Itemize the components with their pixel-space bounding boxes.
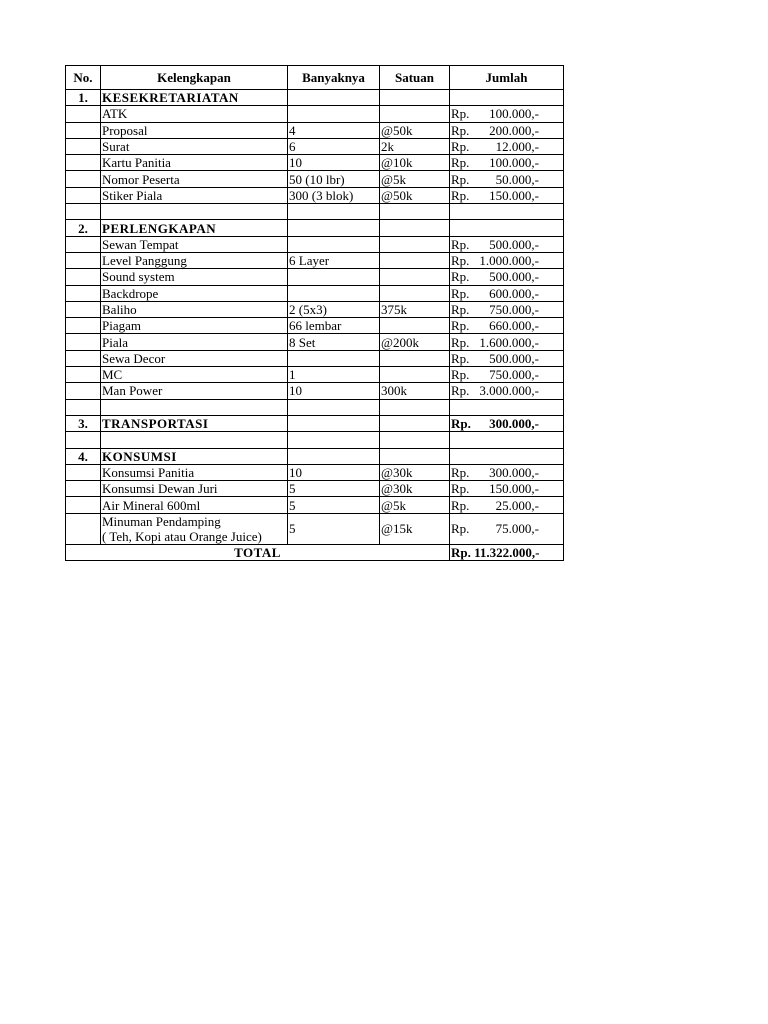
item-name: Konsumsi Panitia (101, 464, 288, 480)
item-name: Konsumsi Dewan Juri (101, 481, 288, 497)
item-name: Air Mineral 600ml (101, 497, 288, 513)
item-qty: 2 (5x3) (288, 301, 380, 317)
section-number: 1. (66, 90, 101, 106)
table-row (66, 171, 564, 187)
item-qty: 5 (288, 481, 380, 497)
item-unit: 300k (380, 383, 450, 399)
item-unit: 2k (380, 138, 450, 154)
spacer-row (66, 204, 564, 220)
table-row (66, 481, 564, 497)
section-number: 2. (66, 220, 101, 236)
table-row (66, 155, 564, 171)
table-row (66, 285, 564, 301)
table-row (66, 318, 564, 334)
header-row (66, 66, 564, 90)
section-row (66, 90, 564, 106)
item-amount: Rp. 750.000,- (450, 367, 564, 383)
item-amount: Rp. 12.000,- (450, 138, 564, 154)
spacer-row (66, 399, 564, 415)
item-amount: Rp. 1.000.000,- (450, 252, 564, 268)
item-unit (380, 252, 450, 268)
total-amount: Rp. 11.322.000,- (450, 544, 564, 560)
item-amount: Rp. 750.000,- (450, 301, 564, 317)
item-name: Baliho (101, 301, 288, 317)
item-amount: Rp. 1.600.000,- (450, 334, 564, 350)
item-name: Sewa Decor (101, 350, 288, 366)
item-qty: 10 (288, 155, 380, 171)
item-unit: 375k (380, 301, 450, 317)
table-row (66, 367, 564, 383)
item-amount: Rp. 660.000,- (450, 318, 564, 334)
item-qty: 66 lembar (288, 318, 380, 334)
section-row (66, 448, 564, 464)
item-unit: @50k (380, 187, 450, 203)
item-amount: Rp. 500.000,- (450, 269, 564, 285)
item-qty: 1 (288, 367, 380, 383)
item-amount: Rp. 100.000,- (450, 106, 564, 122)
item-name: Kartu Panitia (101, 155, 288, 171)
item-amount: Rp. 75.000,- (450, 513, 564, 544)
item-unit: @5k (380, 497, 450, 513)
item-amount: Rp. 200.000,- (450, 122, 564, 138)
section-row (66, 220, 564, 236)
table-row (66, 350, 564, 366)
item-qty (288, 236, 380, 252)
item-qty: 10 (288, 383, 380, 399)
item-amount: Rp. 600.000,- (450, 285, 564, 301)
item-amount: Rp. 500.000,- (450, 350, 564, 366)
item-amount: Rp. 500.000,- (450, 236, 564, 252)
item-qty: 4 (288, 122, 380, 138)
item-unit: @10k (380, 155, 450, 171)
item-unit: @5k (380, 171, 450, 187)
header-amount: Jumlah (450, 66, 564, 90)
section-number: 3. (66, 415, 101, 431)
item-unit (380, 236, 450, 252)
table-row (66, 334, 564, 350)
total-row (66, 544, 564, 560)
item-unit (380, 350, 450, 366)
item-amount: Rp. 100.000,- (450, 155, 564, 171)
item-unit (380, 318, 450, 334)
table-row (66, 513, 564, 544)
section-row (66, 415, 564, 431)
item-amount: Rp. 150.000,- (450, 481, 564, 497)
item-name: Sound system (101, 269, 288, 285)
header-qty: Banyaknya (288, 66, 380, 90)
item-name: Surat (101, 138, 288, 154)
budget-table (65, 65, 564, 561)
header-unit: Satuan (380, 66, 450, 90)
item-unit: @30k (380, 481, 450, 497)
item-name: Nomor Peserta (101, 171, 288, 187)
item-name: Proposal (101, 122, 288, 138)
item-unit (380, 285, 450, 301)
table-row (66, 252, 564, 268)
item-name: Stiker Piala (101, 187, 288, 203)
table-row (66, 187, 564, 203)
item-name: Minuman Pendamping ( Teh, Kopi atau Orange Juice) (101, 513, 288, 544)
item-qty: 50 (10 lbr) (288, 171, 380, 187)
item-name: Piala (101, 334, 288, 350)
item-amount: Rp. 25.000,- (450, 497, 564, 513)
item-qty: 10 (288, 464, 380, 480)
item-name: Piagam (101, 318, 288, 334)
item-amount: Rp. 3.000.000,- (450, 383, 564, 399)
item-qty (288, 269, 380, 285)
table-row (66, 106, 564, 122)
table-row (66, 301, 564, 317)
item-qty: 6 Layer (288, 252, 380, 268)
item-qty: 5 (288, 513, 380, 544)
item-qty: 5 (288, 497, 380, 513)
header-no: No. (66, 66, 101, 90)
spacer-row (66, 432, 564, 448)
item-qty (288, 285, 380, 301)
item-unit (380, 106, 450, 122)
section-number: 4. (66, 448, 101, 464)
header-item: Kelengkapan (101, 66, 288, 90)
item-unit: @30k (380, 464, 450, 480)
item-amount: Rp. 300.000,- (450, 464, 564, 480)
section-title: KONSUMSI (101, 448, 288, 464)
item-unit (380, 367, 450, 383)
table-row (66, 269, 564, 285)
item-unit: @200k (380, 334, 450, 350)
item-name: Level Panggung (101, 252, 288, 268)
table-row (66, 122, 564, 138)
item-qty: 6 (288, 138, 380, 154)
item-unit: @15k (380, 513, 450, 544)
item-name: ATK (101, 106, 288, 122)
table-row (66, 464, 564, 480)
item-name: Man Power (101, 383, 288, 399)
table-row (66, 497, 564, 513)
item-name: Backdrope (101, 285, 288, 301)
item-amount: Rp. 150.000,- (450, 187, 564, 203)
section-amount: Rp. 300.000,- (450, 415, 564, 431)
item-unit: @50k (380, 122, 450, 138)
total-label: TOTAL (66, 544, 450, 560)
table-row (66, 236, 564, 252)
item-qty (288, 106, 380, 122)
section-title: PERLENGKAPAN (101, 220, 288, 236)
section-title: KESEKRETARIATAN (101, 90, 288, 106)
item-qty: 300 (3 blok) (288, 187, 380, 203)
section-title: TRANSPORTASI (101, 415, 288, 431)
item-name: Sewan Tempat (101, 236, 288, 252)
item-name: MC (101, 367, 288, 383)
item-amount: Rp. 50.000,- (450, 171, 564, 187)
table-row (66, 138, 564, 154)
item-qty (288, 350, 380, 366)
table-row (66, 383, 564, 399)
item-qty: 8 Set (288, 334, 380, 350)
item-unit (380, 269, 450, 285)
